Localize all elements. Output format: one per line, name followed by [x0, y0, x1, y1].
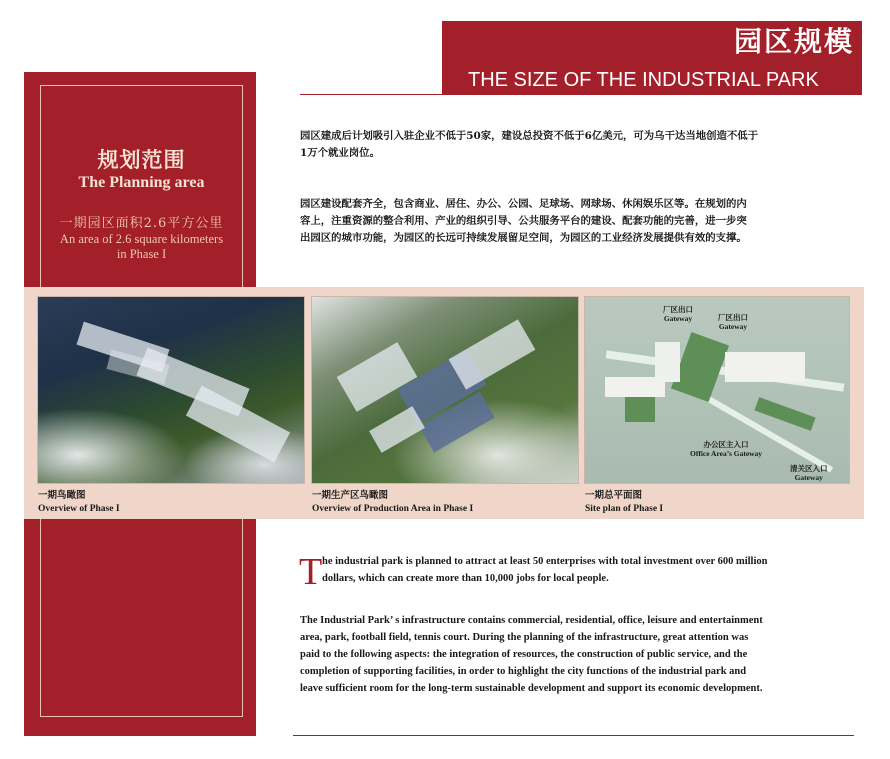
area-text-cn: 一期园区面积2.6平方公里 [59, 216, 224, 231]
english-paragraph-2-line: paid to the following aspects: the integration of resources, the construction of public service, and the [300, 649, 748, 660]
english-paragraph-2-line: The Industrial Park’ s infrastructure contains commercial, residential, office, leisure and entertainment [300, 615, 763, 626]
english-paragraph-2 [300, 612, 852, 697]
chinese-paragraph-1-line: 园区建成后计划吸引入驻企业不低于50家，建设总投资不低于6亿美元，可为乌干达当地创造不低于 [300, 130, 759, 142]
english-paragraph-1-line: dollars, which can create more than 10,000 jobs for local people. [322, 573, 609, 584]
english-paragraph-1-line: he industrial park is planned to attract at least 50 enterprises with total investment over 600 million [322, 556, 768, 567]
english-paragraph-1 [322, 553, 852, 587]
planning-area-heading-en: The Planning area [78, 174, 205, 191]
photo-caption: 一期生产区鸟瞰图 Overview of Production Area in Phase I [312, 491, 474, 514]
site-plan-office-gate-label: 办公区主入口 Office Area’s Gateway [690, 440, 763, 458]
production-area-overview-image [312, 297, 578, 483]
area-text-en-line2: in Phase I [116, 247, 167, 261]
chinese-paragraph-2-line: 出园区的城市功能，为园区的长远可持续发展留足空间，为园区的工业经济发展提供有效的支撑。 [300, 232, 747, 244]
site-plan-gate2-label: 厂区出口 Gateway [718, 313, 748, 331]
site-plan-gate1-label: 厂区出口 Gateway [663, 305, 693, 323]
chinese-paragraph-2 [300, 196, 808, 247]
photo-caption: 一期鸟瞰图 Overview of Phase I [38, 491, 120, 514]
phase1-overview-image [38, 297, 304, 483]
site-plan-image [585, 297, 849, 483]
chinese-paragraph-2-line: 容上，注重资源的整合利用、产业的组织引导、公共服务平台的建设、配套功能的完善，进一步突 [300, 215, 747, 227]
footer-divider [293, 735, 854, 736]
english-paragraph-2-line: area, park, football field, tennis court. During the planning of the infrastructure, great attention was [300, 632, 749, 643]
area-text-en-line1: An area of 2.6 square kilometers [59, 232, 224, 246]
page-title-cn: 园区规模 [733, 25, 854, 58]
planning-area-heading-cn: 规划范围 [97, 147, 186, 172]
chinese-paragraph-1 [300, 128, 808, 162]
page-title-en: THE SIZE OF THE INDUSTRIAL PARK [468, 69, 819, 91]
chinese-paragraph-2-line: 园区建设配套齐全，包含商业、居住、办公、公园、足球场、网球场、休闲娱乐区等。在规划的内 [300, 198, 747, 210]
chinese-paragraph-1-line: 1万个就业岗位。 [300, 147, 380, 159]
header-divider [300, 94, 862, 95]
drop-cap: T [299, 551, 323, 593]
site-plan-customs-gate-label: 清关区入口 Gateway [790, 464, 828, 482]
english-paragraph-2-line: completion of supporting facilities, in order to highlight the city functions of the industrial park and [300, 666, 747, 677]
english-paragraph-2-line: leave sufficient room for the long-term sustainable development and support its economic development. [300, 683, 763, 694]
photo-caption: 一期总平面图 Site plan of Phase I [585, 491, 664, 514]
